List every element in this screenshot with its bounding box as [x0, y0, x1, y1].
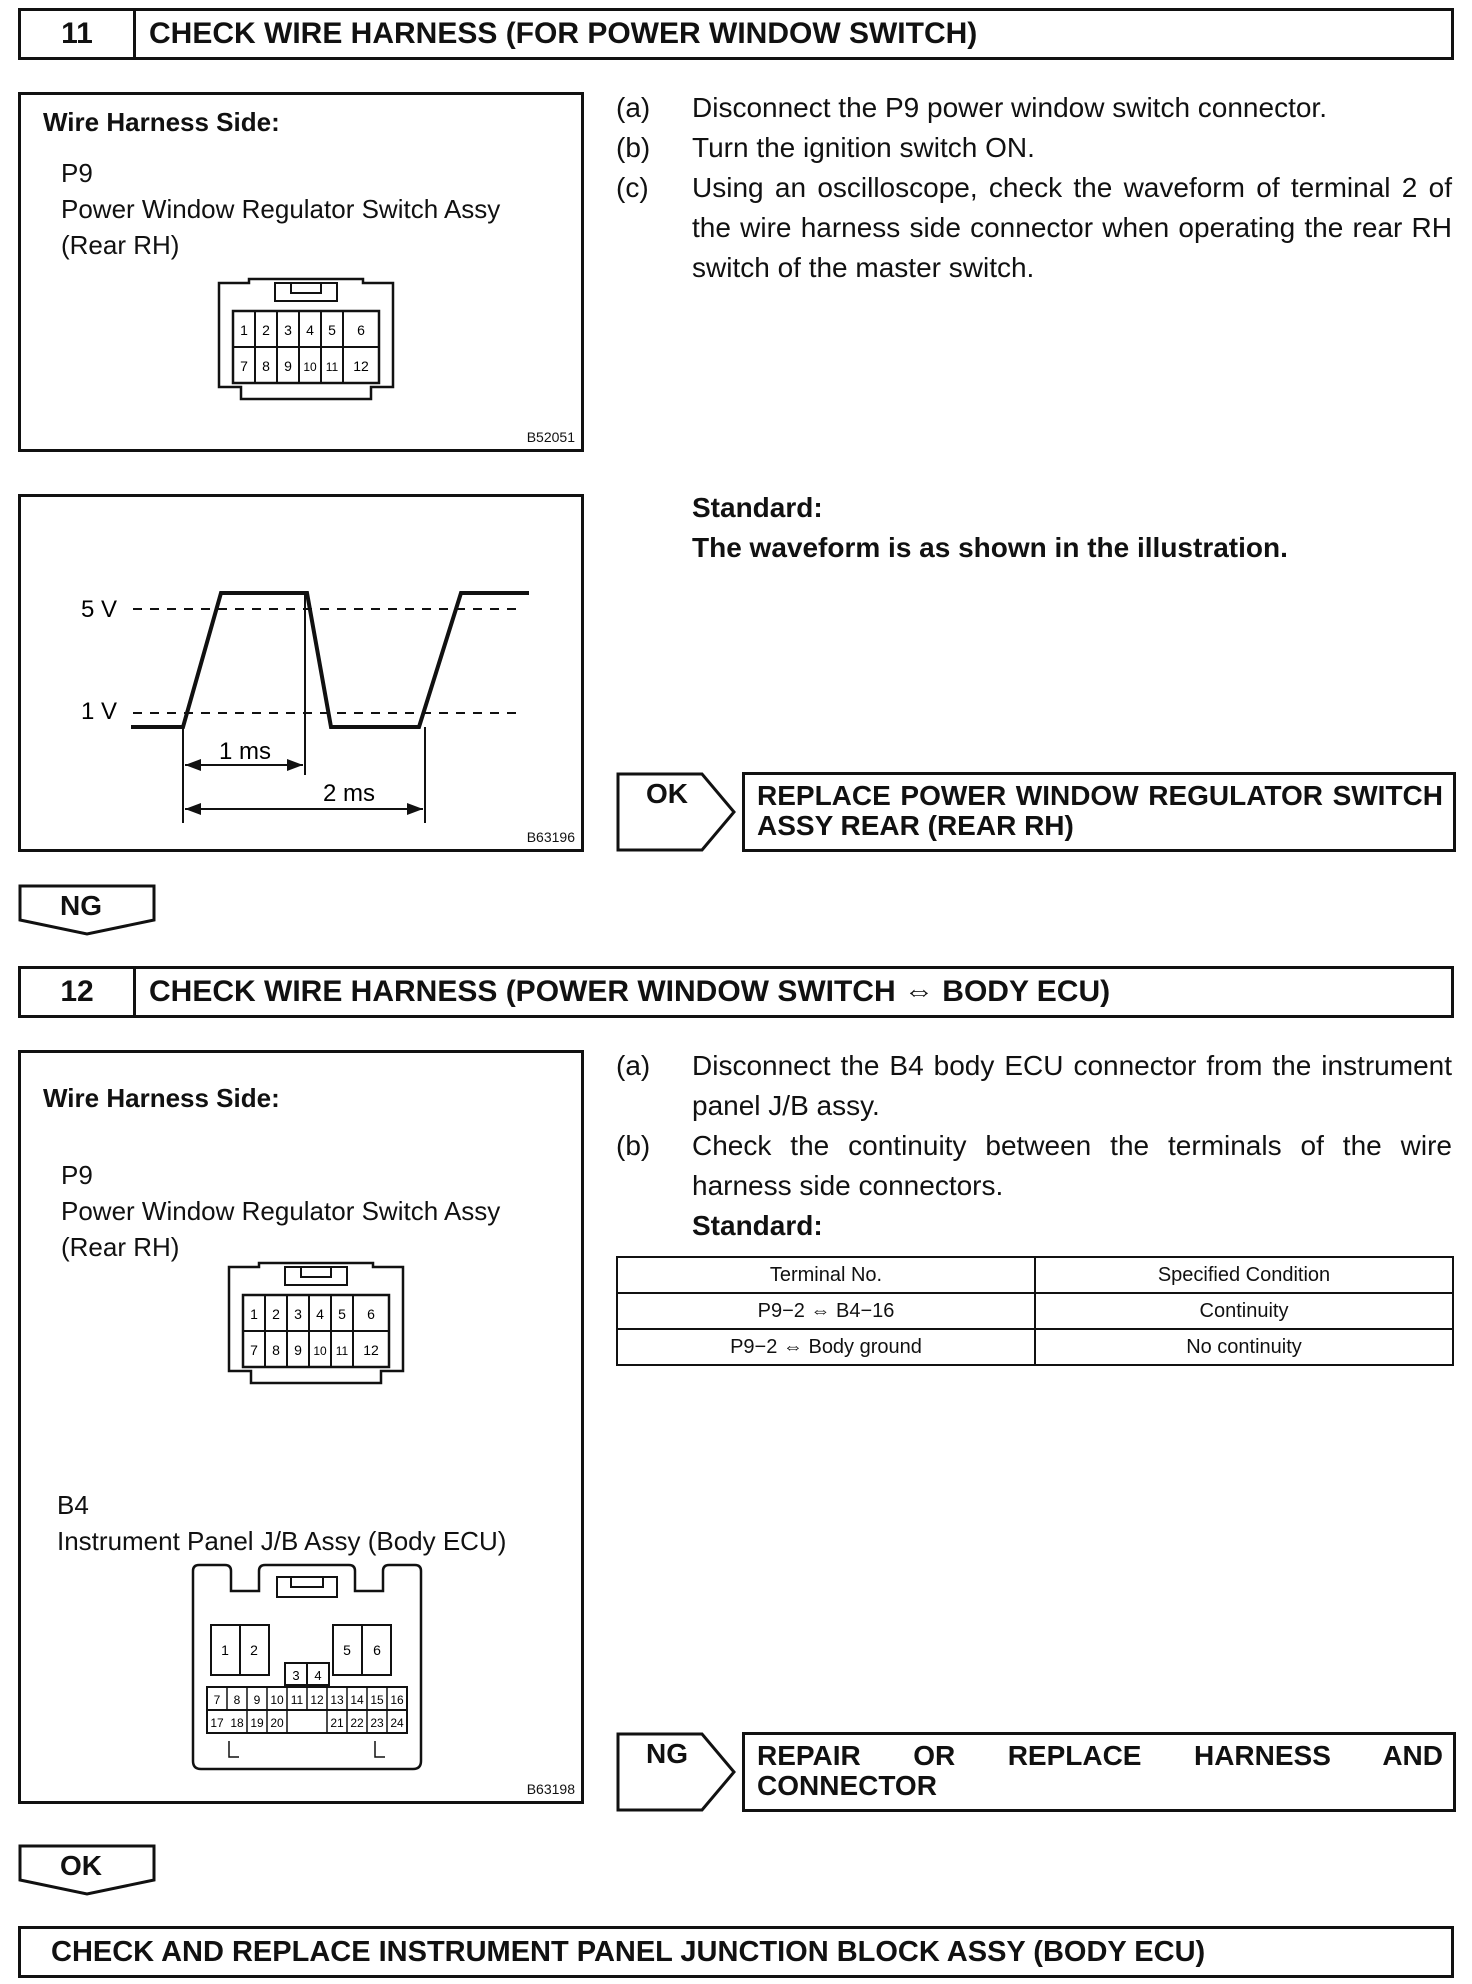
pin-label: 3 [294, 1306, 302, 1322]
pin-label: 10 [303, 360, 317, 374]
ng-tag: NG [60, 890, 102, 921]
table-header: Terminal No. [617, 1257, 1035, 1293]
interval-1ms: 1 ms [219, 738, 272, 765]
b4-pin-label: 5 [343, 1642, 351, 1658]
step-b [616, 1126, 1456, 1206]
p9-connector-drawing [221, 1259, 411, 1389]
b4-pin-label: 21 [330, 1716, 344, 1730]
table-row [617, 1329, 1453, 1365]
step-text: Check the continuity between the terminals of the wire harness side connectors. [692, 1130, 1452, 1201]
pin-label: 8 [262, 358, 270, 374]
step-c [616, 168, 1456, 288]
connector-note: (Rear RH) [61, 230, 180, 260]
connector-note: (Rear RH) [61, 1232, 180, 1262]
b4-pin-label: 11 [290, 1693, 304, 1707]
figure-heading: Wire Harness Side: [43, 107, 280, 137]
b4-pin-label: 13 [330, 1693, 344, 1707]
connector2-name: Instrument Panel J/B Assy (Body ECU) [57, 1526, 507, 1556]
b4-pin-label: 7 [213, 1693, 221, 1707]
pin-label: 6 [357, 322, 365, 338]
b4-pin-label: 20 [270, 1716, 284, 1730]
standard-label: Standard: [692, 492, 823, 523]
table-row [617, 1293, 1453, 1329]
section-12-number: 12 [21, 969, 136, 1015]
table-cell: Continuity [1035, 1293, 1453, 1329]
table-cell: P9−2 ⇔ Body ground [617, 1329, 1035, 1365]
step-key: (a) [616, 1050, 651, 1081]
step-a [616, 1046, 1456, 1126]
b4-pin-label: 23 [370, 1716, 384, 1730]
pin-label: 4 [306, 322, 314, 338]
b4-pin-label: 8 [233, 1693, 241, 1707]
b4-pin-label: 12 [310, 1693, 324, 1707]
step-key: (b) [616, 1130, 651, 1161]
level-1v: 1 V [81, 698, 118, 725]
b4-pin-label: 3 [292, 1668, 300, 1683]
ng-tag: NG [646, 1738, 688, 1769]
table-header: Specified Condition [1035, 1257, 1453, 1293]
step-text: Using an oscilloscope, check the waveform of terminal 2 of the wire harness side connector when operating the rear RH switch of the master switch. [692, 172, 1452, 283]
ng-result-text: REPAIR OR REPLACE HARNESS AND CONNECTOR [757, 1740, 1443, 1801]
step-key: (c) [616, 172, 649, 203]
pin-label: 11 [335, 1344, 349, 1358]
b4-pin-label: 2 [250, 1642, 258, 1658]
standard-text: The waveform is as shown in the illustration. [692, 532, 1288, 563]
b4-pin-label: 9 [253, 1693, 261, 1707]
final-step-title: CHECK AND REPLACE INSTRUMENT PANEL JUNCTION BLOCK ASSY (BODY ECU) [51, 1935, 1206, 1968]
figure-heading: Wire Harness Side: [43, 1083, 280, 1113]
ok-tag: OK [646, 778, 688, 809]
section-12-header [18, 966, 1454, 1018]
pin-label: 7 [240, 358, 248, 374]
step-text: Turn the ignition switch ON. [692, 132, 1035, 163]
final-step-box [18, 1926, 1454, 1978]
pin-label: 8 [272, 1342, 280, 1358]
step-text: Disconnect the B4 body ECU connector from the instrument panel J/B assy. [692, 1050, 1452, 1121]
figure-id: B63198 [526, 1781, 575, 1797]
figure-id: B52051 [526, 429, 575, 445]
pin-label: 12 [353, 358, 369, 374]
ok-result-text: REPLACE POWER WINDOW REGULATOR SWITCH ASSY REAR (REAR RH) [757, 780, 1443, 841]
pin-label: 7 [250, 1342, 258, 1358]
b4-pin-label: 6 [373, 1642, 381, 1658]
figure-p9-connector [18, 92, 584, 452]
pin-label: 9 [294, 1342, 302, 1358]
ok-result-box [742, 772, 1456, 852]
connector-code: P9 [61, 158, 93, 188]
b4-pin-label: 14 [350, 1693, 364, 1707]
ok-tag: OK [60, 1850, 102, 1881]
pin-label: 9 [284, 358, 292, 374]
b4-pin-label: 15 [370, 1693, 384, 1707]
p9-connector-drawing [211, 275, 401, 405]
pin-label: 5 [328, 322, 336, 338]
pin-label: 3 [284, 322, 292, 338]
b4-pin-label: 19 [250, 1716, 264, 1730]
figure-p9-b4-connectors [18, 1050, 584, 1804]
b4-pin-label: 22 [350, 1716, 364, 1730]
section-11-header [18, 8, 1454, 60]
table-header-row [617, 1257, 1453, 1293]
waveform-line [131, 593, 529, 727]
pin-label: 5 [338, 1306, 346, 1322]
figure-id: B63196 [526, 829, 575, 845]
step-key: (b) [616, 132, 651, 163]
b4-pin-label: 24 [390, 1716, 404, 1730]
b4-pin-label: 1 [221, 1642, 229, 1658]
pin-label: 2 [262, 322, 270, 338]
pin-label: 4 [316, 1306, 324, 1322]
ng-result-box [742, 1732, 1456, 1812]
connector-code: P9 [61, 1160, 93, 1190]
step-a [616, 88, 1456, 128]
table-cell: P9−2 ⇔ B4−16 [617, 1293, 1035, 1329]
b4-pin-label: 18 [230, 1716, 244, 1730]
pin-label: 6 [367, 1306, 375, 1322]
waveform-graph [21, 497, 581, 849]
standard-label: Standard: [692, 1210, 823, 1241]
b4-pin-label: 4 [314, 1668, 322, 1683]
b4-pin-label: 16 [390, 1693, 404, 1707]
interval-2ms: 2 ms [323, 780, 376, 807]
pin-label: 12 [363, 1342, 379, 1358]
figure-waveform [18, 494, 584, 852]
level-5v: 5 V [81, 596, 118, 623]
pin-label: 1 [240, 322, 248, 338]
section-11-number: 11 [21, 11, 136, 57]
connector-name: Power Window Regulator Switch Assy [61, 1196, 501, 1226]
b4-pin-label: 10 [270, 1693, 284, 1707]
b4-pin-label: 17 [210, 1716, 224, 1730]
step-b [616, 128, 1456, 168]
b4-connector-drawing [189, 1561, 425, 1781]
section-11-title: CHECK WIRE HARNESS (FOR POWER WINDOW SWITCH) [149, 17, 978, 50]
pin-label: 10 [313, 1344, 327, 1358]
section-12-title: CHECK WIRE HARNESS (POWER WINDOW SWITCH ⇔ BODY ECU) [149, 975, 1111, 1008]
connector-name: Power Window Regulator Switch Assy [61, 194, 501, 224]
pin-label: 2 [272, 1306, 280, 1322]
spec-table [616, 1256, 1454, 1366]
connector2-code: B4 [57, 1490, 89, 1520]
step-key: (a) [616, 92, 651, 123]
pin-label: 1 [250, 1306, 258, 1322]
step-text: Disconnect the P9 power window switch connector. [692, 92, 1327, 123]
pin-label: 11 [325, 360, 339, 374]
table-cell: No continuity [1035, 1329, 1453, 1365]
